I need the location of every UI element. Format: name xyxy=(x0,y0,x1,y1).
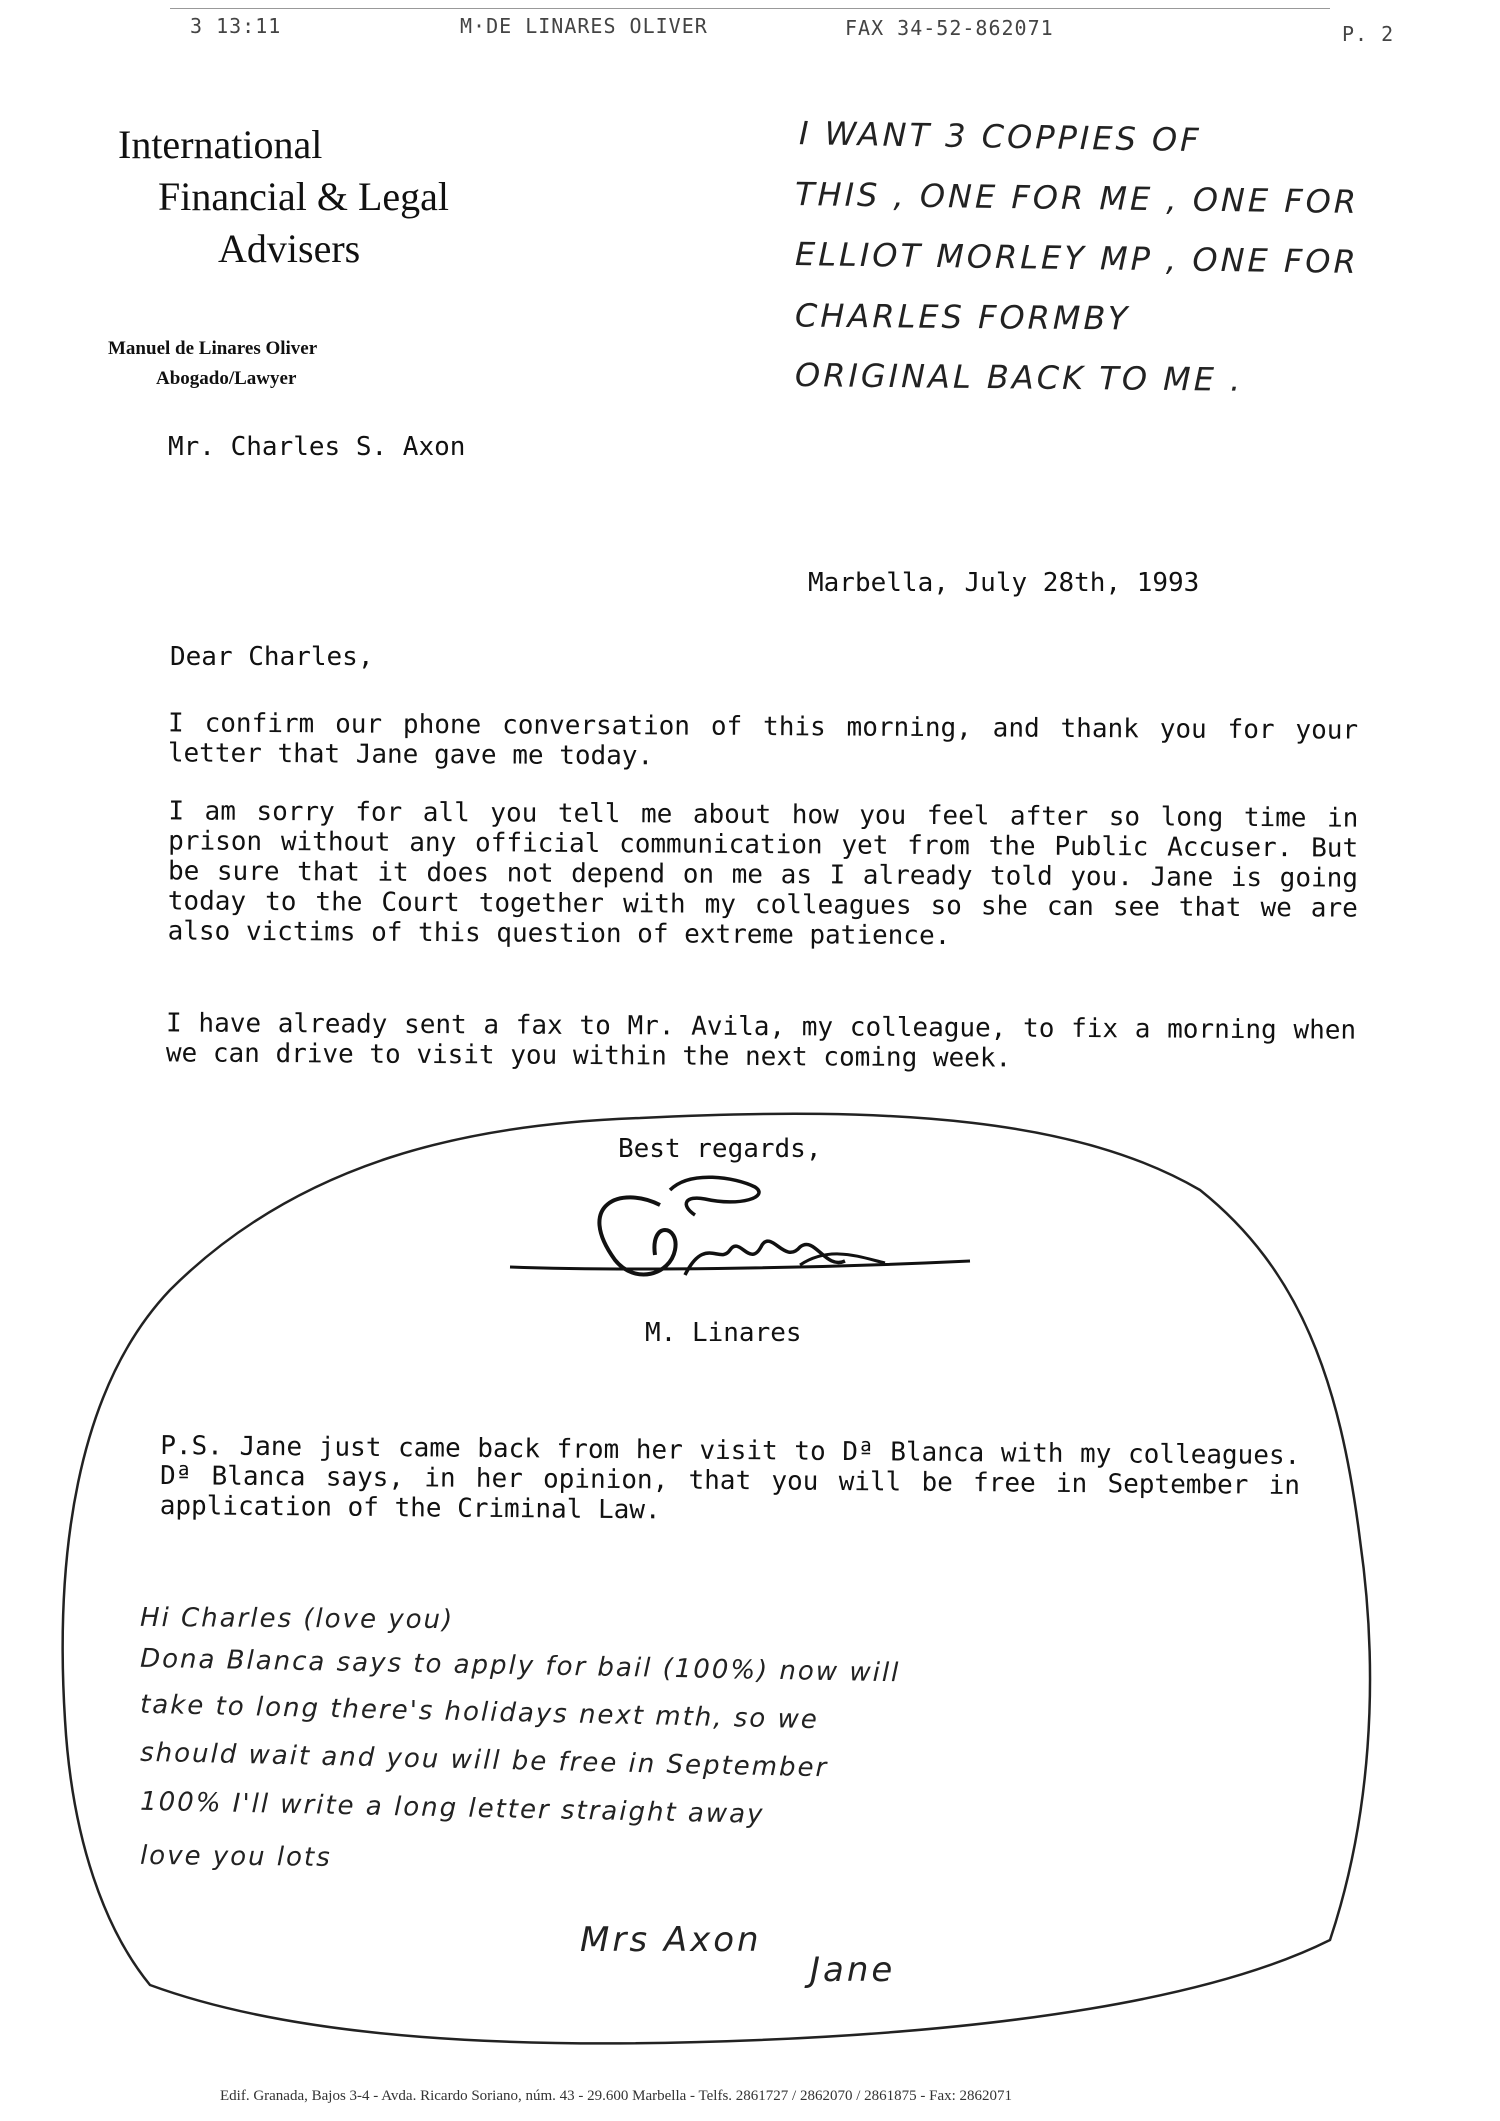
fax-sender: M·DE LINARES OLIVER xyxy=(460,14,708,38)
letter-paragraph: I confirm our phone conversation of this morning, and thank you for your letter that Jane gave me today. xyxy=(167,708,1359,772)
handwritten-note-line: THIS , ONE FOR ME , ONE FOR xyxy=(794,175,1360,221)
handwritten-signoff-left: Mrs Axon xyxy=(580,1920,762,1960)
handwritten-ps-line: Hi Charles (love you) xyxy=(139,1602,455,1636)
fax-time: 3 13:11 xyxy=(190,14,282,38)
handwritten-note-line: I WANT 3 COPPIES OF xyxy=(798,114,1202,160)
fax-page-number: P. 2 xyxy=(1342,22,1395,46)
handwritten-ps-line: should wait and you will be free in September xyxy=(139,1737,829,1784)
handwritten-postscript xyxy=(140,1598,1310,1886)
fax-number: FAX 34-52-862071 xyxy=(845,16,1054,40)
letter-salutation: Dear Charles, xyxy=(170,642,374,672)
handwritten-ps-line: take to long there's holidays next mth, so we xyxy=(139,1689,820,1736)
letter-place-date: Marbella, July 28th, 1993 xyxy=(808,568,1200,598)
letter-postscript: P.S. Jane just came back from her visit to Dª Blanca with my colleagues. Dª Blanca says, in her opinion, that you will be free in September in application of the Criminal Law. xyxy=(159,1431,1301,1526)
handwritten-ps-line: 100% I'll write a long letter straight away xyxy=(139,1786,765,1830)
lawyer-name: Manuel de Linares Oliver xyxy=(108,338,318,359)
handwritten-note-line: ORIGINAL BACK TO ME . xyxy=(794,356,1244,399)
letter-paragraph: I have already sent a fax to Mr. Avila, my colleague, to fix a morning when we can drive to visit you within the next coming week. xyxy=(165,1008,1357,1074)
letter-paragraph: I am sorry for all you tell me about how you feel after so long time in prison without any official communication yet from the Public Accuser. But be sure that it does not depend on me as I already told you. Jane is going today to the Court together with my colleagues so she can see that we are also victims of this question of extreme patience. xyxy=(167,796,1359,952)
lawyer-title: Abogado/Lawyer xyxy=(156,368,297,389)
signature-name: M. Linares xyxy=(645,1318,802,1348)
handwritten-ps-line: love you lots xyxy=(139,1840,332,1873)
letter-recipient: Mr. Charles S. Axon xyxy=(168,432,466,462)
firm-name-line1: International xyxy=(118,122,323,167)
firm-name-line3: Advisers xyxy=(218,226,361,271)
signature xyxy=(500,1165,980,1295)
footer-address: Edif. Granada, Bajos 3-4 - Avda. Ricardo Soriano, núm. 43 - 29.600 Marbella - Telfs. 2861727 / 2862070 / 2861875 - Fax: 2862071 xyxy=(220,2088,1013,2104)
firm-name-line2: Financial & Legal xyxy=(158,174,450,219)
handwritten-note-line: CHARLES FORMBY xyxy=(794,296,1131,338)
handwritten-signoff-right: Jane xyxy=(810,1950,896,1990)
handwritten-ps-line: Dona Blanca says to apply for bail (100%) now will xyxy=(139,1643,901,1689)
letter-closing: Best regards, xyxy=(618,1134,822,1164)
handwritten-note-line: ELLIOT MORLEY MP , ONE FOR xyxy=(794,235,1360,281)
